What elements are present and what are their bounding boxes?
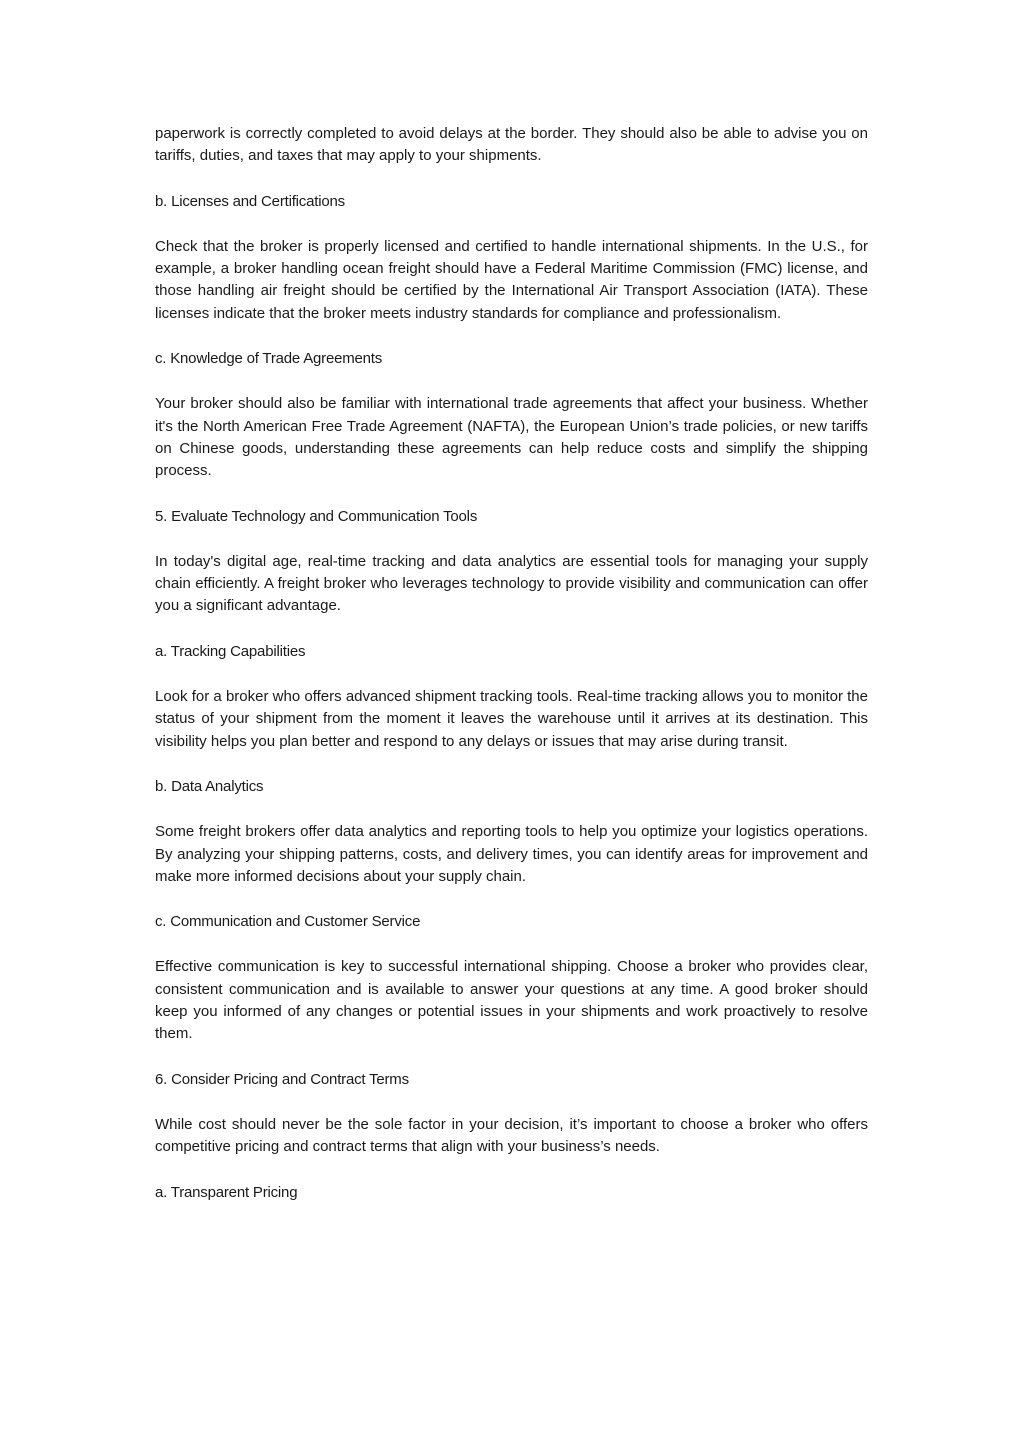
heading-transparent-pricing: a. Transparent Pricing bbox=[155, 1183, 298, 1201]
heading-licenses-certifications: b. Licenses and Certifications bbox=[155, 192, 345, 210]
paragraph-communication: Effective communication is key to successful international shipping. Choose a broker who provides clear, consistent communication and is available to answer your questions at any time. A good broker should keep you informed of any changes or potential issues in your shipments and work proactively to resolve them. bbox=[155, 958, 868, 1043]
heading-communication-service: c. Communication and Customer Service bbox=[155, 913, 421, 931]
heading-technology-tools: 5. Evaluate Technology and Communication Tools bbox=[155, 507, 478, 525]
paragraph-data-analytics: Some freight brokers offer data analytics and reporting tools to help you optimize your logistics operations. By analyzing your shipping patterns, costs, and delivery times, you can identify areas for improvement and make more informed decisions about your supply chain. bbox=[155, 823, 868, 885]
heading-trade-agreements: c. Knowledge of Trade Agreements bbox=[155, 350, 383, 368]
heading-pricing-contract: 6. Consider Pricing and Contract Terms bbox=[155, 1070, 409, 1088]
paragraph-tracking: Look for a broker who offers advanced shipment tracking tools. Real-time tracking allows you to monitor the status of your shipment from the moment it leaves the warehouse until it arrives at its destination. This visibility helps you plan better and respond to any delays or issues that may arise during transit. bbox=[155, 688, 868, 750]
heading-data-analytics: b. Data Analytics bbox=[155, 777, 264, 795]
paragraph-technology: In today's digital age, real-time tracking and data analytics are essential tools for managing your supply chain efficiently. A freight broker who leverages technology to provide visibility and communication can offer you a significant advantage. bbox=[155, 552, 868, 615]
paragraph-trade-agreements: Your broker should also be familiar with international trade agreements that affect your business. Whether it's the North American Free Trade Agreement (NAFTA), the European Union’s trade policies, or new tariffs on Chinese goods, understanding these agreements can help reduce costs and simplify the shipping process. bbox=[155, 395, 868, 480]
paragraph-licenses: Check that the broker is properly licensed and certified to handle international shipments. In the U.S., for example, a broker handling ocean freight should have a Federal Maritime Commission (FMC) license, and those handling air freight should be certified by the International Air Transport Association (IATA). These licenses indicate that the broker meets industry standards for compliance and professionalism. bbox=[155, 237, 868, 322]
paragraph-pricing: While cost should never be the sole factor in your decision, it’s important to choose a broker who offers competitive pricing and contract terms that align with your business’s needs. bbox=[155, 1115, 868, 1156]
paragraph-tariffs-advice: paperwork is correctly completed to avoid delays at the border. They should also be able to advise you on tariffs, duties, and taxes that may apply to your shipments. bbox=[155, 125, 868, 165]
heading-tracking-capabilities: a. Tracking Capabilities bbox=[155, 642, 306, 660]
document-page bbox=[155, 123, 868, 1227]
